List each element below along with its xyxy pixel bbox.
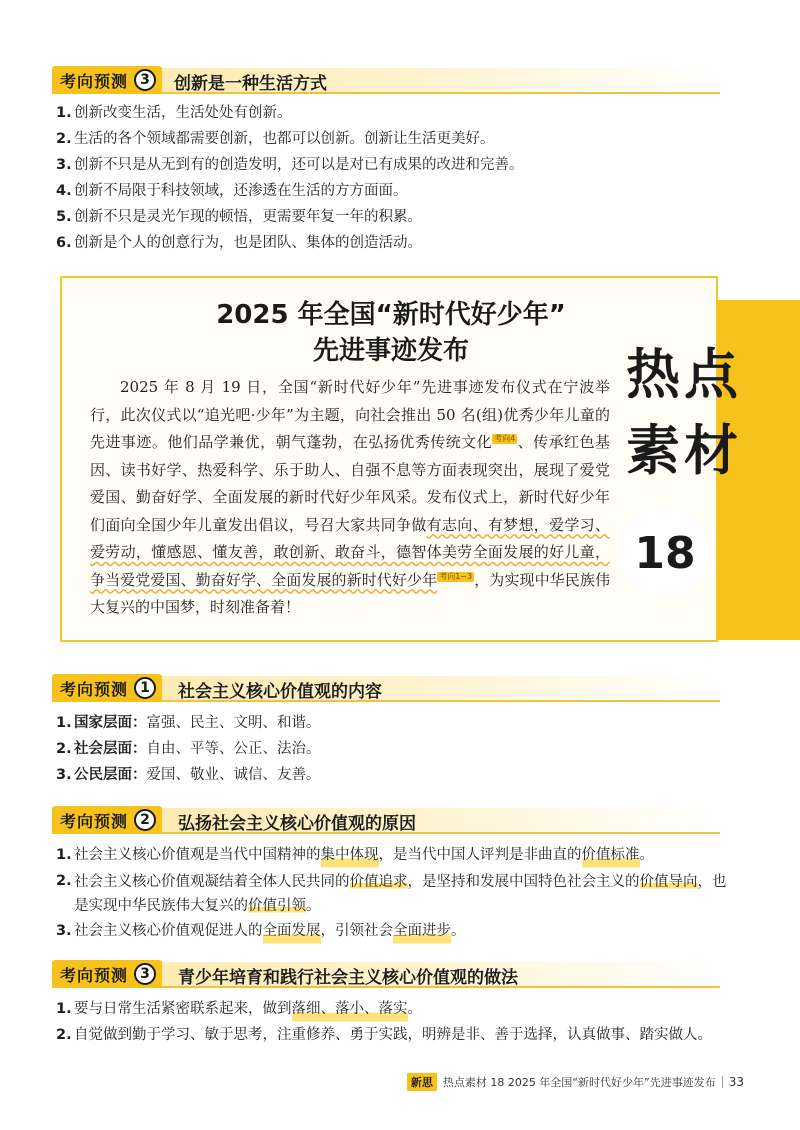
reference-tag: 考向1~3: [439, 571, 473, 581]
item-body: [74, 870, 734, 918]
section-header-reasons: [52, 804, 720, 836]
highlight-text: 价值标准: [582, 844, 640, 870]
forecast-tag-label: 考向预测: [60, 811, 129, 831]
badge-title-line1: 热点: [626, 343, 742, 406]
highlight-text: 价值引领: [248, 898, 306, 914]
footer-divider: [722, 1076, 723, 1088]
item-text: 富强、民主、文明、和谐。: [146, 715, 321, 731]
list-item: [56, 764, 736, 790]
item-text: ，是坚持和发展中国特色社会主义的: [407, 874, 640, 890]
highlight-text: 集中体现: [321, 844, 379, 870]
list-item: [56, 738, 736, 764]
item-text: 自觉做到勤于学习、敏于思考，注重修养、勇于实践，明辨是非、善于选择，认真做事、踏实做人。: [74, 1027, 712, 1043]
item-text: ，引领社会: [320, 923, 393, 939]
item-number: 2.: [56, 873, 72, 889]
material-paragraph: [90, 374, 610, 622]
item-text: 社会主义核心价值观是当代中国精神的: [74, 847, 321, 863]
item-number: 1.: [56, 715, 72, 731]
highlight-text: 价值追求: [349, 874, 408, 890]
item-number: 5.: [56, 209, 72, 225]
section-title: 社会主义核心价值观的内容: [178, 682, 382, 702]
badge-title-line2: 素材: [626, 419, 742, 482]
section-title: 弘扬社会主义核心价值观的原因: [178, 814, 416, 834]
page-footer: [407, 1072, 744, 1092]
values-content-list: [56, 712, 736, 790]
forecast-number: 2: [134, 809, 156, 831]
item-text: 。: [407, 1001, 422, 1017]
values-reasons-list: [56, 844, 736, 946]
badge-number: 18: [620, 508, 710, 598]
list-item: [56, 920, 736, 946]
item-number: 1.: [56, 105, 72, 121]
list-item: [56, 180, 736, 206]
item-label: 社会层面：: [74, 741, 147, 757]
item-number: 2.: [56, 741, 72, 757]
list-item: [56, 998, 736, 1024]
values-practice-list: [56, 998, 736, 1050]
list-item: [56, 206, 736, 232]
item-text: 创新不只是从无到有的创造发明，还可以是对已有成果的改进和完善。: [74, 157, 524, 173]
item-text: ，也是实现中华民族伟大复兴的: [74, 874, 727, 914]
item-text: 创新改变生活，生活处处有创新。: [74, 105, 292, 121]
item-number: 2.: [56, 131, 72, 147]
innovation-list: [56, 102, 736, 258]
brand-chip: 新思: [407, 1073, 437, 1091]
highlight-text: 全面发展: [263, 920, 321, 946]
item-text: 。: [451, 923, 466, 939]
item-text: 生活的各个领域都需要创新，也都可以创新。创新让生活更美好。: [74, 131, 495, 147]
item-text: ，是当代中国人评判是非曲直的: [378, 847, 582, 863]
section-header-content: [52, 672, 720, 704]
item-number: 3.: [56, 923, 72, 939]
list-item: [56, 154, 736, 180]
material-title-line2: 先进事迹发布: [312, 336, 469, 366]
forecast-tag-label: 考向预测: [60, 71, 129, 91]
highlight-text: 落细、落小、落实: [292, 998, 408, 1024]
list-item: [56, 102, 736, 128]
item-number: 1.: [56, 1001, 72, 1017]
list-item: [56, 128, 736, 154]
material-text-part4: ，为实现中华民族伟大复兴的中国梦，时刻准备着！: [90, 570, 610, 616]
footer-text: 热点素材 18 2025 年全国“新时代好少年”先进事迹发布: [442, 1076, 716, 1089]
item-text: 创新是个人的创意行为，也是团队、集体的创造活动。: [74, 235, 422, 251]
page-number: 33: [728, 1075, 744, 1089]
list-item: [56, 870, 736, 918]
item-text: 。: [639, 847, 654, 863]
forecast-tag: [52, 960, 162, 988]
item-text: 自由、平等、公正、法治。: [146, 741, 321, 757]
item-number: 1.: [56, 847, 72, 863]
forecast-tag: [52, 806, 162, 834]
forecast-tag: [52, 674, 162, 702]
list-item: [56, 232, 736, 258]
item-text: 。: [306, 898, 321, 914]
forecast-number: 3: [134, 69, 156, 91]
forecast-tag: [52, 66, 162, 94]
item-label: 公民层面：: [74, 767, 147, 783]
material-text-part1: 2025 年 8 月 19 日，全国“新时代好少年”先进事迹发布仪式在宁波举行，此次仪式以“追光吧·少年”为主题，向社会推出 50 名(组)优秀少年儿童的先进事迹。他们品学兼优，朝气蓬勃，在弘扬优秀传统文化: [90, 378, 610, 451]
list-item: [56, 712, 736, 738]
section-header-practice: [52, 958, 720, 990]
section-title: 创新是一种生活方式: [174, 74, 327, 94]
material-text-part2: 、传承红色基因、读书好学、热爱科学、乐于助人、自强不息等方面表现突出，展现了爱党爱国、勤奋好学、全面发展的新时代好少年风采。发布仪式上，新时代好少年们面向全国少年儿童发出倡议，号召大家共同争做: [90, 433, 610, 534]
item-text: 创新不局限于科技领域，还渗透在生活的方方面面。: [74, 183, 408, 199]
forecast-tag-label: 考向预测: [60, 679, 129, 699]
item-number: 3.: [56, 157, 72, 173]
item-text: 创新不只是灵光乍现的顿悟，更需要年复一年的积累。: [74, 209, 422, 225]
highlight-text: 全面进步: [393, 920, 451, 946]
reference-tag: 考向4: [494, 434, 516, 443]
item-number: 4.: [56, 183, 72, 199]
material-title-line1: 2025 年全国“新时代好少年”: [216, 300, 566, 330]
item-text: 社会主义核心价值观促进人的: [74, 923, 263, 939]
forecast-tag-label: 考向预测: [60, 965, 129, 985]
item-label: 国家层面：: [74, 715, 147, 731]
highlight-text: 价值导向: [639, 874, 698, 890]
item-number: 3.: [56, 767, 72, 783]
section-title: 青少年培育和践行社会主义核心价值观的做法: [178, 968, 518, 988]
forecast-number: 1: [134, 677, 156, 699]
item-number: 2.: [56, 1027, 72, 1043]
list-item: [56, 1024, 736, 1050]
section-header-innovation: [52, 64, 720, 96]
item-text: 要与日常生活紧密联系起来，做到: [74, 1001, 292, 1017]
list-item: [56, 844, 736, 870]
material-text-emphasis: 有志向、有梦想，爱学习、爱劳动，懂感恩、懂友善，敢创新、敢奋斗，德智体美劳全面发展的好儿童，争当爱党爱国、勤奋好学、全面发展的新时代好少年: [90, 515, 610, 589]
item-text: 社会主义核心价值观凝结着全体人民共同的: [74, 874, 350, 890]
item-text: 爱国、敬业、诚信、友善。: [146, 767, 321, 783]
forecast-number: 3: [134, 963, 156, 985]
item-number: 6.: [56, 235, 72, 251]
